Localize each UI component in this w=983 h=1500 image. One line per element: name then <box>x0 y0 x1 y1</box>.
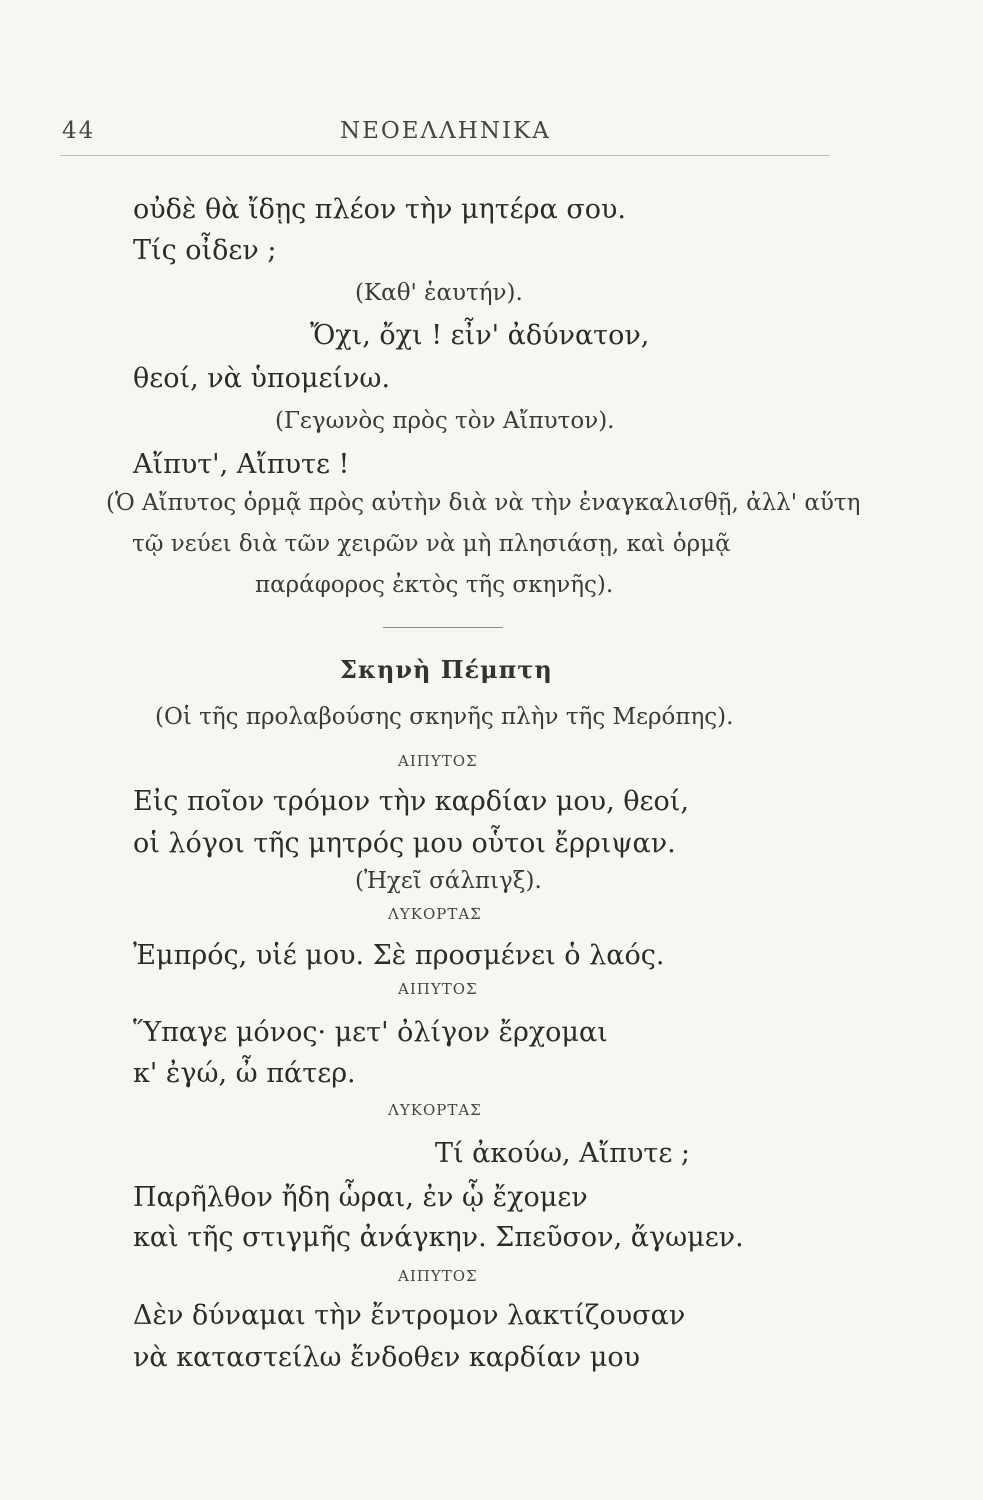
running-title: ΝΕΟΕΛΛΗΝΙΚΑ <box>340 118 551 144</box>
speaker-name: ΑΙΠΥΤΟΣ <box>398 1267 478 1285</box>
stage-direction: (Ἠχεῖ σάλπιγξ). <box>355 868 542 894</box>
verse-line: θεοί, νὰ ὑπομείνω. <box>133 363 391 394</box>
scene-divider <box>383 627 503 628</box>
stage-direction: (Καθ' ἑαυτήν). <box>355 280 523 306</box>
verse-line: Δὲν δύναμαι τὴν ἔντρομον λακτίζουσαν <box>133 1300 686 1331</box>
verse-line: οἱ λόγοι τῆς μητρός μου οὗτοι ἔρριψαν. <box>133 828 676 859</box>
verse-line: Ἐμπρός, υἱέ μου. Σὲ προσμένει ὁ λαός. <box>133 940 665 971</box>
stage-direction: παράφορος ἐκτὸς τῆς σκηνῆς). <box>255 572 614 598</box>
speaker-name: ΑΙΠΥΤΟΣ <box>398 980 478 998</box>
speaker-name: ΑΙΠΥΤΟΣ <box>398 752 478 770</box>
verse-line: Παρῆλθον ἤδη ὧραι, ἐν ᾧ ἔχομεν <box>133 1182 588 1213</box>
stage-direction: (Γεγωνὸς πρὸς τὸν Αἴπυτον). <box>275 408 615 434</box>
scene-title: Σκηνὴ Πέμπτη <box>340 655 553 684</box>
verse-line: νὰ καταστείλω ἔνδοθεν καρδίαν μου <box>133 1342 641 1373</box>
speaker-name: ΛΥΚΟΡΤΑΣ <box>388 1101 482 1119</box>
verse-line: οὐδὲ θὰ ἴδῃς πλέον τὴν μητέρα σου. <box>133 194 627 225</box>
header-rule <box>60 155 830 156</box>
scene-direction: (Οἱ τῆς προλαβούσης σκηνῆς πλὴν τῆς Μερόπης). <box>155 704 734 730</box>
stage-direction: (Ὁ Αἴπυτος ὁρμᾷ πρὸς αὐτὴν διὰ νὰ τὴν ἐναγκαλισθῇ, ἀλλ' αὕτη <box>106 490 861 516</box>
verse-line: Τίς οἶδεν ; <box>133 235 277 266</box>
verse-line: Ὕπαγε μόνος· μετ' ὀλίγον ἔρχομαι <box>133 1017 608 1048</box>
stage-direction: τῷ νεύει διὰ τῶν χειρῶν νὰ μὴ πλησιάσῃ, καὶ ὁρμᾷ <box>132 531 731 557</box>
verse-line: κ' ἐγώ, ὦ πάτερ. <box>133 1058 356 1089</box>
page-number: 44 <box>62 118 96 144</box>
verse-line: Τί ἀκούω, Αἴπυτε ; <box>435 1138 690 1169</box>
verse-line: Ὄχι, ὄχι ! εἶν' ἀδύνατον, <box>310 320 650 351</box>
verse-line: καὶ τῆς στιγμῆς ἀνάγκην. Σπεῦσον, ἄγωμεν. <box>133 1222 744 1253</box>
speaker-name: ΛΥΚΟΡΤΑΣ <box>388 905 482 923</box>
verse-line: Εἰς ποῖον τρόμον τὴν καρδίαν μου, θεοί, <box>133 786 689 817</box>
verse-line: Αἴπυτ', Αἴπυτε ! <box>133 449 350 480</box>
